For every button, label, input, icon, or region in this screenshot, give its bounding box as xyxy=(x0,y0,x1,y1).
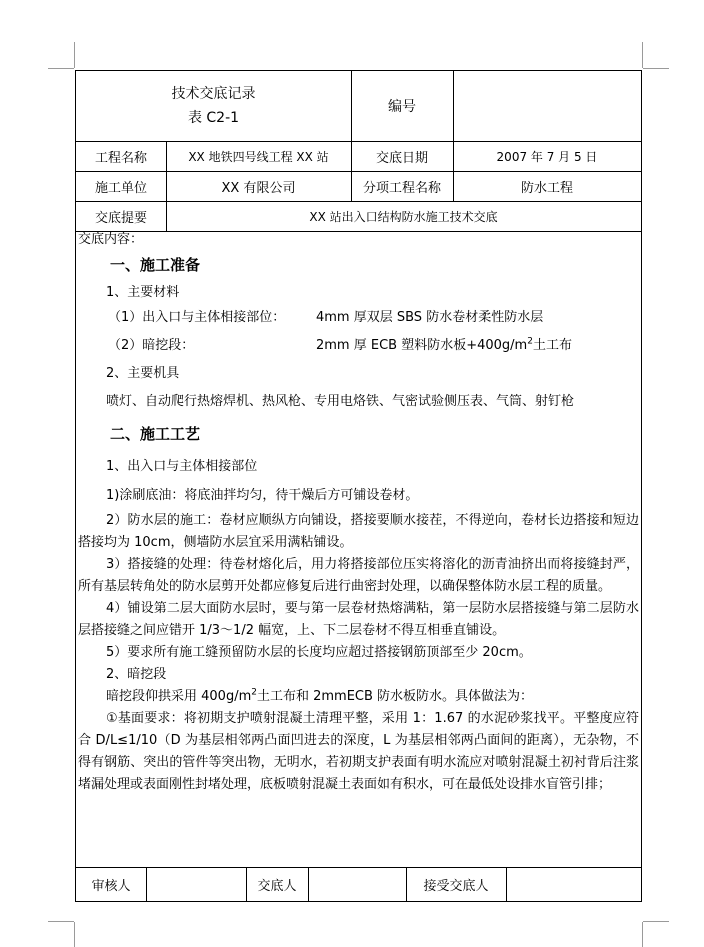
technical-disclosure-form xyxy=(75,70,642,902)
crop-mark-top-left-v xyxy=(74,42,75,68)
material-tunnel-value-suffix: 土工布 xyxy=(532,338,572,353)
step-primer: 1)涂刷底油：将底油拌均匀，待干燥后方可铺设卷材。 xyxy=(106,488,419,503)
form-title: 技术交底记录 xyxy=(171,86,256,102)
receiver-label: 接受交底人 xyxy=(423,878,489,894)
material-entrance-value: 4mm 厚双层 SBS 防水卷材柔性防水层 xyxy=(316,310,544,325)
date-value[interactable]: 2007 年 7 月 5 日 xyxy=(496,149,598,164)
material-entrance-label: （1）出入口与主体相接部位： xyxy=(108,310,286,325)
number-value[interactable] xyxy=(453,71,641,141)
form-title-cell xyxy=(76,71,351,141)
equipment-list: 喷灯、自动爬行热熔焊机、热风枪、专用电烙铁、气密试验侧压表、气筒、射钉枪 xyxy=(106,394,575,409)
crop-mark-top-right-h xyxy=(643,68,669,69)
summary-label: 交底提要 xyxy=(94,210,147,226)
disclosure-content xyxy=(76,232,641,796)
tunnel-method-superscript: 2 xyxy=(251,687,257,698)
step-seam-treatment: 3）搭接缝的处理：待卷材熔化后，用力将搭接部位压实将溶化的沥青油挤出而将接缝封严，所有基层转角处的防水层剪开处都应修复后进行曲密封处理，以确保整体防水层工程的质量。 xyxy=(78,557,639,594)
material-tunnel-label: （2）暗挖段： xyxy=(108,338,195,353)
section-2-title: 二、施工工艺 xyxy=(110,425,201,443)
crop-mark-bottom-left-h xyxy=(48,921,74,922)
tunnel-method-text-suffix: 土工布和 2mmECB 防水板防水。具体做法为： xyxy=(256,689,534,704)
tunnel-method-text: 暗挖段仰拱采用 400g/m xyxy=(106,689,252,704)
reviewer-value[interactable] xyxy=(146,867,246,901)
step-second-layer: 4）铺设第二层大面防水层时，要与第一层卷材热熔满粘，第一层防水层搭接缝与第二层防水层搭接缝之间应错开 1/3～1/2 幅宽，上、下二层卷材不得互相垂直铺设。 xyxy=(78,601,639,638)
material-row-tunnel xyxy=(76,332,641,360)
section-1-1-heading: 1、主要材料 xyxy=(106,285,180,300)
reviewer-label: 审核人 xyxy=(91,878,131,894)
crop-mark-bottom-left-v xyxy=(74,922,75,947)
section-2-1-heading: 1、出入口与主体相接部位 xyxy=(106,459,258,474)
material-row-entrance xyxy=(76,304,641,332)
step-construction-joint: 5）要求所有施工缝预留防水层的长度均应超过搭接钢筋顶部至少 20cm。 xyxy=(106,645,532,660)
subproject-value[interactable]: 防水工程 xyxy=(520,180,573,196)
crop-mark-bottom-right-h xyxy=(643,921,669,922)
date-label: 交底日期 xyxy=(375,150,428,166)
base-surface-requirement: ①基面要求：将初期支护喷射混凝土清理平整，采用 1：1.67 的水泥砂浆找平。平整度应符合 D/L≤1/10（D 为基层相邻两凸面凹进去的深度，L 为基层相邻两凸面间的距离），无杂物，不得有钢筋、突出的管件等突出物，无明水，若初期支护表面有明水流应对喷射混凝土初衬背后注浆堵漏处理或表面刚性封堵处理，底板喷射混凝土表面如有积水，可在最低处设排水盲管引排； xyxy=(78,711,639,792)
construction-unit-value[interactable]: XX 有限公司 xyxy=(221,180,296,196)
step-waterproof-layer: 2）防水层的施工：卷材应顺纵方向铺设，搭接要顺水接茬，不得逆向，卷材长边搭接和短边搭接均为 10cm，侧墙防水层宜采用满粘铺设。 xyxy=(78,513,639,550)
project-name-value[interactable]: XX 地铁四号线工程 XX 站 xyxy=(188,149,329,164)
presenter-label: 交底人 xyxy=(257,878,297,894)
subproject-label: 分项工程名称 xyxy=(362,180,441,196)
number-label: 编号 xyxy=(388,99,416,115)
project-name-label: 工程名称 xyxy=(94,150,147,166)
section-1-title: 一、施工准备 xyxy=(110,256,201,274)
crop-mark-bottom-right-v xyxy=(642,922,643,947)
content-label: 交底内容： xyxy=(78,232,144,247)
section-1-2-heading: 2、主要机具 xyxy=(106,366,180,381)
material-tunnel-superscript: 2 xyxy=(527,336,533,347)
crop-mark-top-right-v xyxy=(642,42,643,68)
tunnel-method-intro xyxy=(76,686,641,708)
construction-unit-label: 施工单位 xyxy=(94,180,147,196)
presenter-value[interactable] xyxy=(308,867,406,901)
section-2-2-heading: 2、暗挖段 xyxy=(106,667,167,682)
material-tunnel-value-text: 2mm 厚 ECB 塑料防水板+400g/m xyxy=(316,338,528,353)
receiver-value[interactable] xyxy=(506,867,641,901)
summary-value[interactable]: XX 站出入口结构防水施工技术交底 xyxy=(309,209,498,224)
crop-mark-top-left-h xyxy=(48,68,74,69)
material-tunnel-value xyxy=(316,332,572,360)
form-code: 表 C2-1 xyxy=(187,110,240,126)
